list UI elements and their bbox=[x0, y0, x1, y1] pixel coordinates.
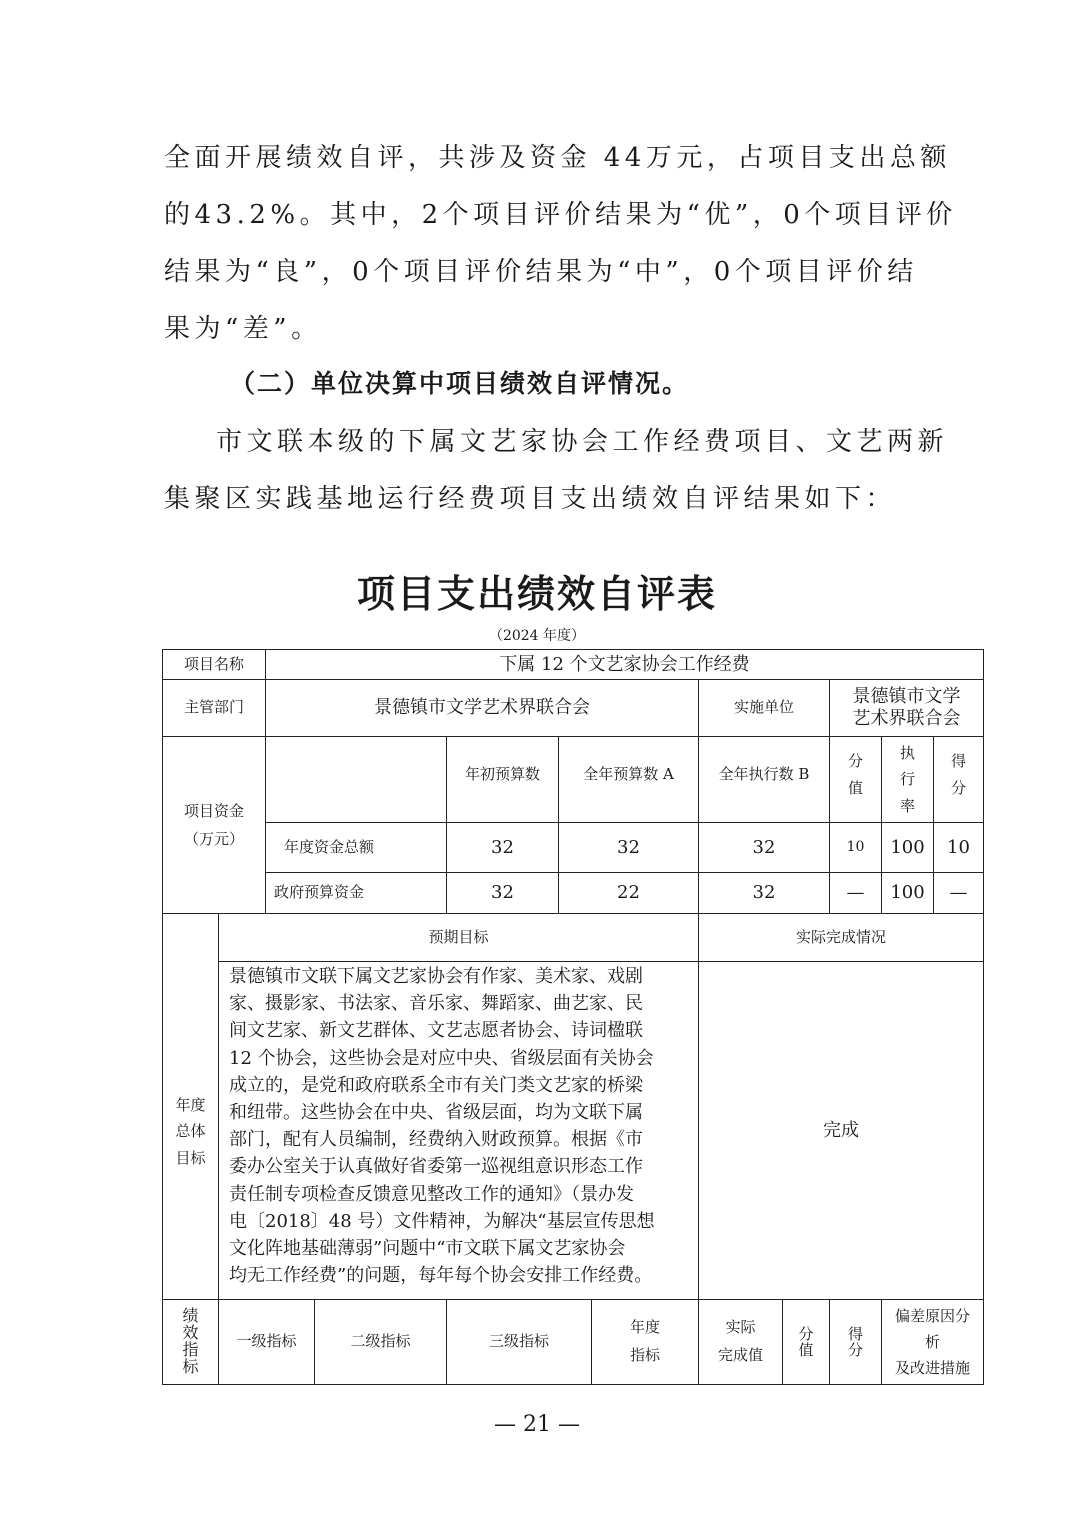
header-char: 执 bbox=[899, 744, 915, 763]
header-line: 偏差原因分 bbox=[894, 1306, 970, 1325]
header-line: 指标 bbox=[629, 1346, 660, 1364]
header-char: 率 bbox=[899, 796, 915, 815]
goal-line: 景德镇市文联下属文艺家协会有作家、美术家、戏剧 bbox=[229, 966, 643, 987]
body-paragraph bbox=[164, 414, 949, 528]
header-line: 析 bbox=[924, 1332, 940, 1351]
perf-label-char: 指 bbox=[182, 1340, 199, 1359]
funds-row-score: — bbox=[846, 882, 865, 904]
section-heading: （二）单位决算中项目绩效自评情况。 bbox=[230, 369, 690, 398]
goal-line: 文化阵地基础薄弱”问题中“市文联下属文艺家协会 bbox=[229, 1238, 626, 1260]
intro-line: 全面开展绩效自评，共涉及资金 44万元，占项目支出总额 bbox=[164, 143, 951, 173]
header-char: 值 bbox=[798, 1341, 814, 1359]
intro-line: 果为“差”。 bbox=[164, 314, 322, 344]
impl-value-line: 艺术界联合会 bbox=[852, 708, 961, 729]
impl-value-line: 景德镇市文学 bbox=[852, 685, 961, 707]
goal-line: 成立的，是党和政府联系全市有关门类文艺家的桥梁 bbox=[229, 1074, 643, 1096]
header-char: 行 bbox=[899, 770, 915, 789]
impl-value bbox=[830, 680, 983, 736]
goal-line: 12 个协会，这些协会是对应中央、省级层面有关协会 bbox=[229, 1047, 654, 1069]
expected-header: 预期目标 bbox=[428, 927, 489, 946]
goal-label-line: 总体 bbox=[175, 1122, 206, 1141]
funds-row-got: — bbox=[949, 882, 968, 904]
perf-header-level1: 一级指标 bbox=[236, 1332, 297, 1351]
goal-line: 间文艺家、新文艺群体、文艺志愿者协会、诗词楹联 bbox=[229, 1020, 643, 1042]
goal-line: 电〔2018〕48 号）文件精神，为解决“基层宣传思想 bbox=[229, 1210, 655, 1232]
funds-row-rate: 100 bbox=[890, 882, 925, 904]
intro-paragraph bbox=[164, 130, 957, 358]
goal-line: 和纽带。这些协会在中央、省级层面，均为文联下属 bbox=[229, 1102, 643, 1124]
funds-header-exec-b: 全年执行数 B bbox=[718, 764, 810, 783]
funds-row-label: 年度资金总额 bbox=[284, 837, 375, 856]
funds-header-annual-a: 全年预算数 A bbox=[583, 764, 674, 783]
funds-header-initial: 年初预算数 bbox=[464, 764, 540, 783]
goal-label-line: 年度 bbox=[175, 1096, 206, 1115]
header-char: 分 bbox=[847, 751, 863, 770]
intro-line: 结果为“良”，0个项目评价结果为“中”，0个项目评价结 bbox=[164, 257, 918, 287]
goal-label bbox=[163, 914, 218, 1299]
perf-header-level2: 二级指标 bbox=[350, 1332, 411, 1351]
header-char: 得 bbox=[847, 1324, 863, 1343]
header-char: 分 bbox=[950, 778, 966, 797]
header-line: 实际 bbox=[725, 1318, 756, 1337]
actual-value: 完成 bbox=[823, 1119, 859, 1141]
funds-row-exec-b: 32 bbox=[752, 882, 776, 904]
header-line: 及改进措施 bbox=[894, 1359, 970, 1378]
header-char: 分 bbox=[847, 1341, 863, 1359]
funds-row-annual-a: 32 bbox=[617, 836, 640, 858]
funds-header-rate bbox=[882, 737, 933, 822]
table-border bbox=[162, 1384, 984, 1385]
funds-label-line: 项目资金 bbox=[183, 801, 244, 820]
perf-label-char: 绩 bbox=[182, 1306, 199, 1326]
header-char: 得 bbox=[950, 751, 966, 770]
perf-header-got bbox=[830, 1300, 881, 1384]
page-number: — 21 — bbox=[494, 1412, 580, 1437]
goal-line: 部门，配有人员编制，经费纳入财政预算。根据《市 bbox=[229, 1129, 643, 1151]
funds-row-annual-a: 22 bbox=[617, 882, 640, 904]
goal-line: 责任制专项检查反馈意见整改工作的通知》（景办发 bbox=[229, 1183, 634, 1205]
goal-line: 家、摄影家、书法家、音乐家、舞蹈家、曲艺家、民 bbox=[229, 993, 643, 1015]
dept-value: 景德镇市文学艺术界联合会 bbox=[374, 697, 590, 719]
funds-row-initial: 32 bbox=[491, 882, 514, 904]
expected-goal-text bbox=[229, 963, 694, 1289]
goal-line: 委办公室关于认真做好省委第一巡视组意识形态工作 bbox=[229, 1156, 643, 1178]
table-subtitle: （2024 年度） bbox=[488, 628, 586, 644]
perf-header-score bbox=[783, 1300, 829, 1384]
perf-header-deviation bbox=[882, 1300, 983, 1384]
table-border bbox=[983, 649, 984, 1385]
header-char: 值 bbox=[847, 778, 863, 797]
goal-line: 均无工作经费”的问题，每年每个协会安排工作经费。 bbox=[229, 1265, 653, 1287]
perf-header-annual bbox=[592, 1300, 698, 1384]
header-line: 年度 bbox=[629, 1318, 660, 1337]
perf-label-char: 效 bbox=[182, 1323, 199, 1343]
funds-row-score: 10 bbox=[846, 839, 865, 856]
header-char: 分 bbox=[798, 1324, 814, 1343]
perf-label bbox=[163, 1300, 218, 1384]
funds-row-exec-b: 32 bbox=[752, 836, 776, 858]
dept-label: 主管部门 bbox=[183, 698, 244, 717]
intro-line: 的43.2%。其中，2个项目评价结果为“优”，0个项目评价 bbox=[164, 200, 957, 230]
perf-label-char: 标 bbox=[182, 1356, 199, 1376]
funds-row-label: 政府预算资金 bbox=[274, 883, 365, 902]
project-name-label: 项目名称 bbox=[183, 654, 244, 673]
table-title: 项目支出绩效自评表 bbox=[356, 572, 717, 616]
funds-row-initial: 32 bbox=[491, 836, 514, 858]
funds-row-rate: 100 bbox=[890, 836, 925, 858]
impl-label: 实施单位 bbox=[733, 698, 794, 717]
body-line: 集聚区实践基地运行经费项目支出绩效自评结果如下： bbox=[164, 484, 897, 514]
body-line: 市文联本级的下属文艺家协会工作经费项目、文艺两新 bbox=[216, 427, 949, 457]
perf-header-level3: 三级指标 bbox=[488, 1332, 549, 1351]
actual-header: 实际完成情况 bbox=[795, 927, 886, 946]
funds-header-score bbox=[830, 737, 881, 822]
funds-label-line: （万元） bbox=[183, 830, 244, 848]
header-line: 完成值 bbox=[717, 1346, 763, 1364]
funds-row-got: 10 bbox=[947, 836, 970, 858]
perf-header-actual bbox=[699, 1300, 782, 1384]
project-name-value: 下属 12 个文艺家协会工作经费 bbox=[499, 653, 750, 675]
funds-label bbox=[163, 737, 265, 913]
funds-header-got bbox=[934, 737, 983, 822]
goal-label-line: 目标 bbox=[175, 1148, 206, 1167]
